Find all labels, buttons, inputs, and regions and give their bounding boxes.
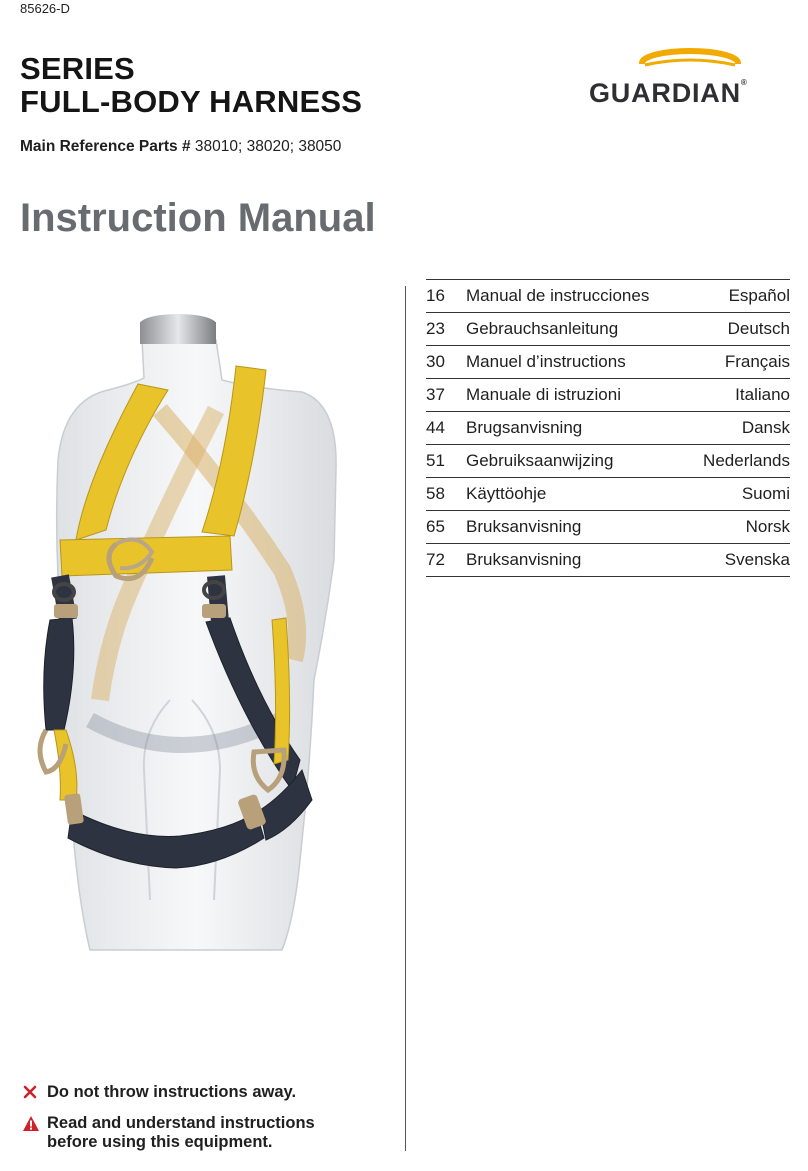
guardian-logo [585,48,800,114]
toc-page-number: 51 [426,451,445,470]
language-table-of-contents [426,279,790,577]
toc-page-number: 16 [426,286,445,305]
toc-row[interactable] [426,379,790,412]
document-code: 85626-D [20,1,70,16]
keep-instructions-text: Do not throw instructions away. [47,1083,297,1101]
toc-title: Manuel d’instructions [466,352,626,371]
reference-parts-values: 38010; 38020; 38050 [194,138,342,155]
toc-row[interactable] [426,544,790,577]
title-line-1: SERIES [20,51,135,86]
toc-page-number: 58 [426,484,445,503]
toc-title: Manuale di istruzioni [466,385,621,404]
toc-title: Bruksanvisning [466,550,582,569]
toc-row[interactable] [426,280,790,313]
read-instructions-text [47,1114,315,1152]
toc-title: Gebruiksaanwijzing [466,451,614,470]
toc-row[interactable] [426,313,790,346]
toc-title: Gebrauchsanleitung [466,319,619,338]
title-line-2: FULL-BODY HARNESS [20,84,363,119]
toc-row[interactable] [426,511,790,544]
toc-language: Español [728,286,790,305]
toc-row[interactable] [426,478,790,511]
toc-row[interactable] [426,412,790,445]
toc-page-number: 72 [426,550,445,569]
brand-name: GUARDIAN® [589,78,748,108]
reference-parts-label: Main Reference Parts # [20,138,191,155]
toc-language: Nederlands [703,451,790,470]
toc-page-number: 44 [426,418,445,437]
logo-arc-icon [639,48,741,78]
warning-triangle-icon [22,1115,40,1132]
harness-illustration [20,300,350,960]
toc-title: Käyttöohje [466,484,547,503]
toc-page-number: 37 [426,385,445,404]
toc-row[interactable] [426,445,790,478]
reference-parts [20,138,341,156]
toc-language: Deutsch [727,319,790,338]
toc-language: Italiano [735,385,790,404]
document-title [20,52,362,118]
toc-language: Dansk [741,418,790,437]
read-instructions-line-1: Read and understand instructions [47,1114,315,1132]
toc-title: Manual de instrucciones [466,286,650,305]
toc-page-number: 23 [426,319,445,338]
toc-title: Brugsanvisning [466,418,583,437]
x-icon [22,1084,38,1100]
toc-title: Bruksanvisning [466,517,582,536]
toc-row[interactable] [426,346,790,379]
vertical-divider [405,286,406,1151]
toc-language: Français [724,352,790,371]
read-instructions-line-2: before using this equipment. [47,1133,273,1151]
toc-language: Suomi [741,484,790,503]
toc-language: Svenska [724,550,790,569]
manual-title: Instruction Manual [20,196,376,240]
toc-language: Norsk [745,517,790,536]
toc-page-number: 30 [426,352,445,371]
toc-page-number: 65 [426,517,445,536]
